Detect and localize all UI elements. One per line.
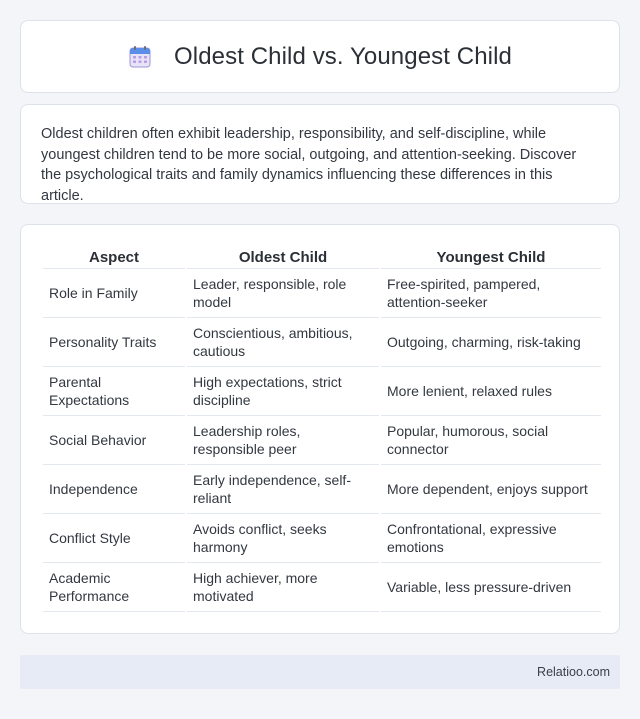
oldest-cell: Conscientious, ambitious, cautious [187,318,379,367]
comparison-table-card [20,224,620,634]
column-header-oldest: Oldest Child [187,245,379,269]
oldest-cell: Leader, responsible, role model [187,269,379,318]
table-header-row [43,245,601,269]
footer-bar [20,655,620,689]
table-row [43,269,601,318]
table-row [43,367,601,416]
youngest-cell: Free-spirited, pampered, attention-seeker [381,269,601,318]
oldest-cell: Early independence, self-reliant [187,465,379,514]
column-header-aspect: Aspect [43,245,185,269]
intro-text: Oldest children often exhibit leadership, responsibility, and self-discipline, while youngest children tend to be more social, outgoing, and attention-seeking. Discover the psychological traits and family dynamics influencing these differences in this article. [41,126,577,204]
oldest-cell: High achiever, more motivated [187,563,379,612]
calendar-icon [128,45,152,69]
table-row [43,465,601,514]
aspect-cell: Academic Performance [43,563,185,612]
table-row [43,318,601,367]
table-row [43,514,601,563]
aspect-cell: Social Behavior [43,416,185,465]
title-card [20,20,620,93]
oldest-cell: Leadership roles, responsible peer [187,416,379,465]
youngest-cell: Outgoing, charming, risk-taking [381,318,601,367]
title-group [128,43,512,71]
aspect-cell: Conflict Style [43,514,185,563]
youngest-cell: Variable, less pressure-driven [381,563,601,612]
aspect-cell: Independence [43,465,185,514]
youngest-cell: More lenient, relaxed rules [381,367,601,416]
comparison-table [41,245,603,612]
table-row [43,563,601,612]
youngest-cell: Popular, humorous, social connector [381,416,601,465]
column-header-youngest: Youngest Child [381,245,601,269]
oldest-cell: Avoids conflict, seeks harmony [187,514,379,563]
oldest-cell: High expectations, strict discipline [187,367,379,416]
aspect-cell: Role in Family [43,269,185,318]
aspect-cell: Parental Expectations [43,367,185,416]
page-title: Oldest Child vs. Youngest Child [174,42,512,70]
youngest-cell: Confrontational, expressive emotions [381,514,601,563]
aspect-cell: Personality Traits [43,318,185,367]
table-row [43,416,601,465]
intro-card [20,104,620,204]
footer-brand[interactable]: Relatioo.com [537,665,610,679]
youngest-cell: More dependent, enjoys support [381,465,601,514]
